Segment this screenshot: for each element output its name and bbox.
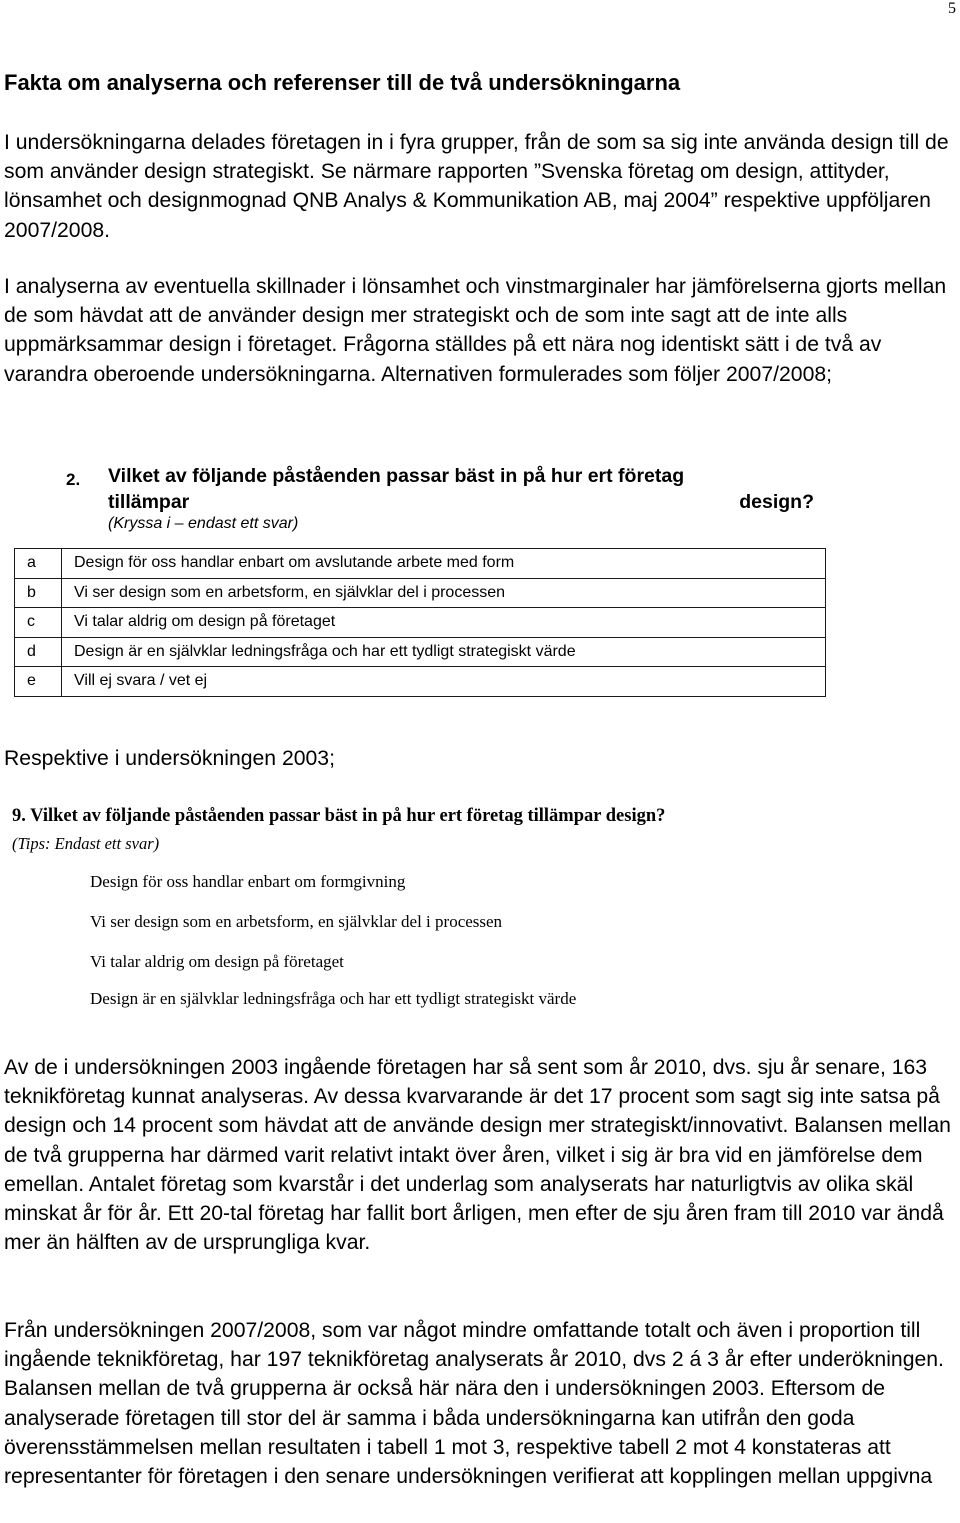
list-item: Design är en självklar ledningsfråga och har ett tydligt strategiskt värde — [90, 989, 577, 1008]
option-text: Vi talar aldrig om design på företaget — [62, 608, 826, 638]
list-item: Vi ser design som en arbetsform, en självklar del i processen — [90, 912, 503, 931]
option-text: Design för oss handlar enbart om avslutande arbete med form — [62, 549, 826, 579]
question-subtitle: (Tips: Endast ett svar) — [12, 834, 160, 853]
table-row — [15, 608, 826, 638]
paragraph-respective-2003: Respektive i undersökningen 2003; — [4, 747, 335, 770]
paragraph-results-2007: Från undersökningen 2007/2008, som var något mindre omfattande totalt och även i proportion till ingående teknikföretag, har 197 teknikföretag analyserats år 2010, dvs 2 á 3 år efter underökningen. Balansen mellan de två grupperna är också här nära den i undersökningen 2003. Eftersom de analyserade företagen till stor del är samma i båda undersökningarna kan utifrån den goda överensstämmelsen mellan resultaten i tabell 1 mot 3, respektive tabell 2 mot 4 konstateras att representanter för företagen i den senare undersökningen verifierat att kopplingen mellan uppgivna — [4, 1319, 944, 1489]
table-row — [15, 637, 826, 667]
option-letter: d — [15, 637, 62, 667]
paragraph-results-2003: Av de i undersökningen 2003 ingående företagen har så sent som år 2010, dvs. sju år senare, 163 teknikföretag kunnat analyseras. Av dessa kvarvarande är det 17 procent som sagt sig inte satsa på design och 14 procent som hävdat att de använde design mer strategiskt/innovativt. Balansen mellan de två grupperna har därmed varit relativt intakt över åren, vilket i sig är bra vid en jämförelse dem emellan. Antalet företag som kvarstår i det underlag som analyserats har naturligtvis av olika skäl minskat år för år. Ett 20-tal företag har fallit bort årligen, men efter de sju åren fram till 2010 var ändå mer än hälften av de ursprungliga kvar. — [4, 1056, 951, 1255]
question-title-line2-right: design? — [739, 491, 814, 513]
option-letter: b — [15, 578, 62, 608]
question-title-line2-left: tillämpar — [108, 491, 190, 513]
option-letter: c — [15, 608, 62, 638]
table-row — [15, 578, 826, 608]
question-number: 2. — [66, 470, 81, 489]
answer-options-table — [14, 548, 826, 697]
table-row — [15, 549, 826, 579]
section-heading: Fakta om analyserna och referenser till de två undersökningarna — [4, 70, 681, 95]
option-letter: e — [15, 667, 62, 697]
page-number: 5 — [948, 0, 956, 17]
list-item: Design för oss handlar enbart om formgivning — [90, 872, 406, 891]
paragraph-analysis: I analyserna av eventuella skillnader i lönsamhet och vinstmarginaler har jämförelserna gjorts mellan de som hävdat att de använder design mer strategiskt och de som inte sagt att de inte alls uppmärksammar design i företaget. Frågorna ställdes på ett nära nog identiskt sätt i de två av varandra oberoende undersökningarna. Alternativen formulerades som följer 2007/2008; — [4, 275, 947, 386]
option-text: Design är en självklar ledningsfråga och har ett tydligt strategiskt värde — [62, 637, 826, 667]
list-item: Vi talar aldrig om design på företaget — [90, 952, 344, 971]
option-text: Vill ej svara / vet ej — [62, 667, 826, 697]
question-figure-2003 — [10, 804, 840, 1019]
question-subtitle: (Kryssa i – endast ett svar) — [108, 515, 299, 532]
question-title: 9. Vilket av följande påståenden passar bäst in på hur ert företag tillämpar design? — [12, 806, 666, 826]
table-row — [15, 667, 826, 697]
option-letter: a — [15, 549, 62, 579]
paragraph-intro: I undersökningarna delades företagen in i fyra grupper, från de som sa sig inte använda design till de som använder design strategiskt. Se närmare rapporten ”Svenska företag om design, attityder, lönsamhet och designmognad QNB Analys & Kommunikation AB, maj 2004” respektive uppföljaren 2007/2008. — [4, 131, 949, 242]
question-title-line1: Vilket av följande påståenden passar bäst in på hur ert företag — [108, 465, 685, 487]
question-figure-2007 — [14, 462, 826, 702]
option-text: Vi ser design som en arbetsform, en självklar del i processen — [62, 578, 826, 608]
